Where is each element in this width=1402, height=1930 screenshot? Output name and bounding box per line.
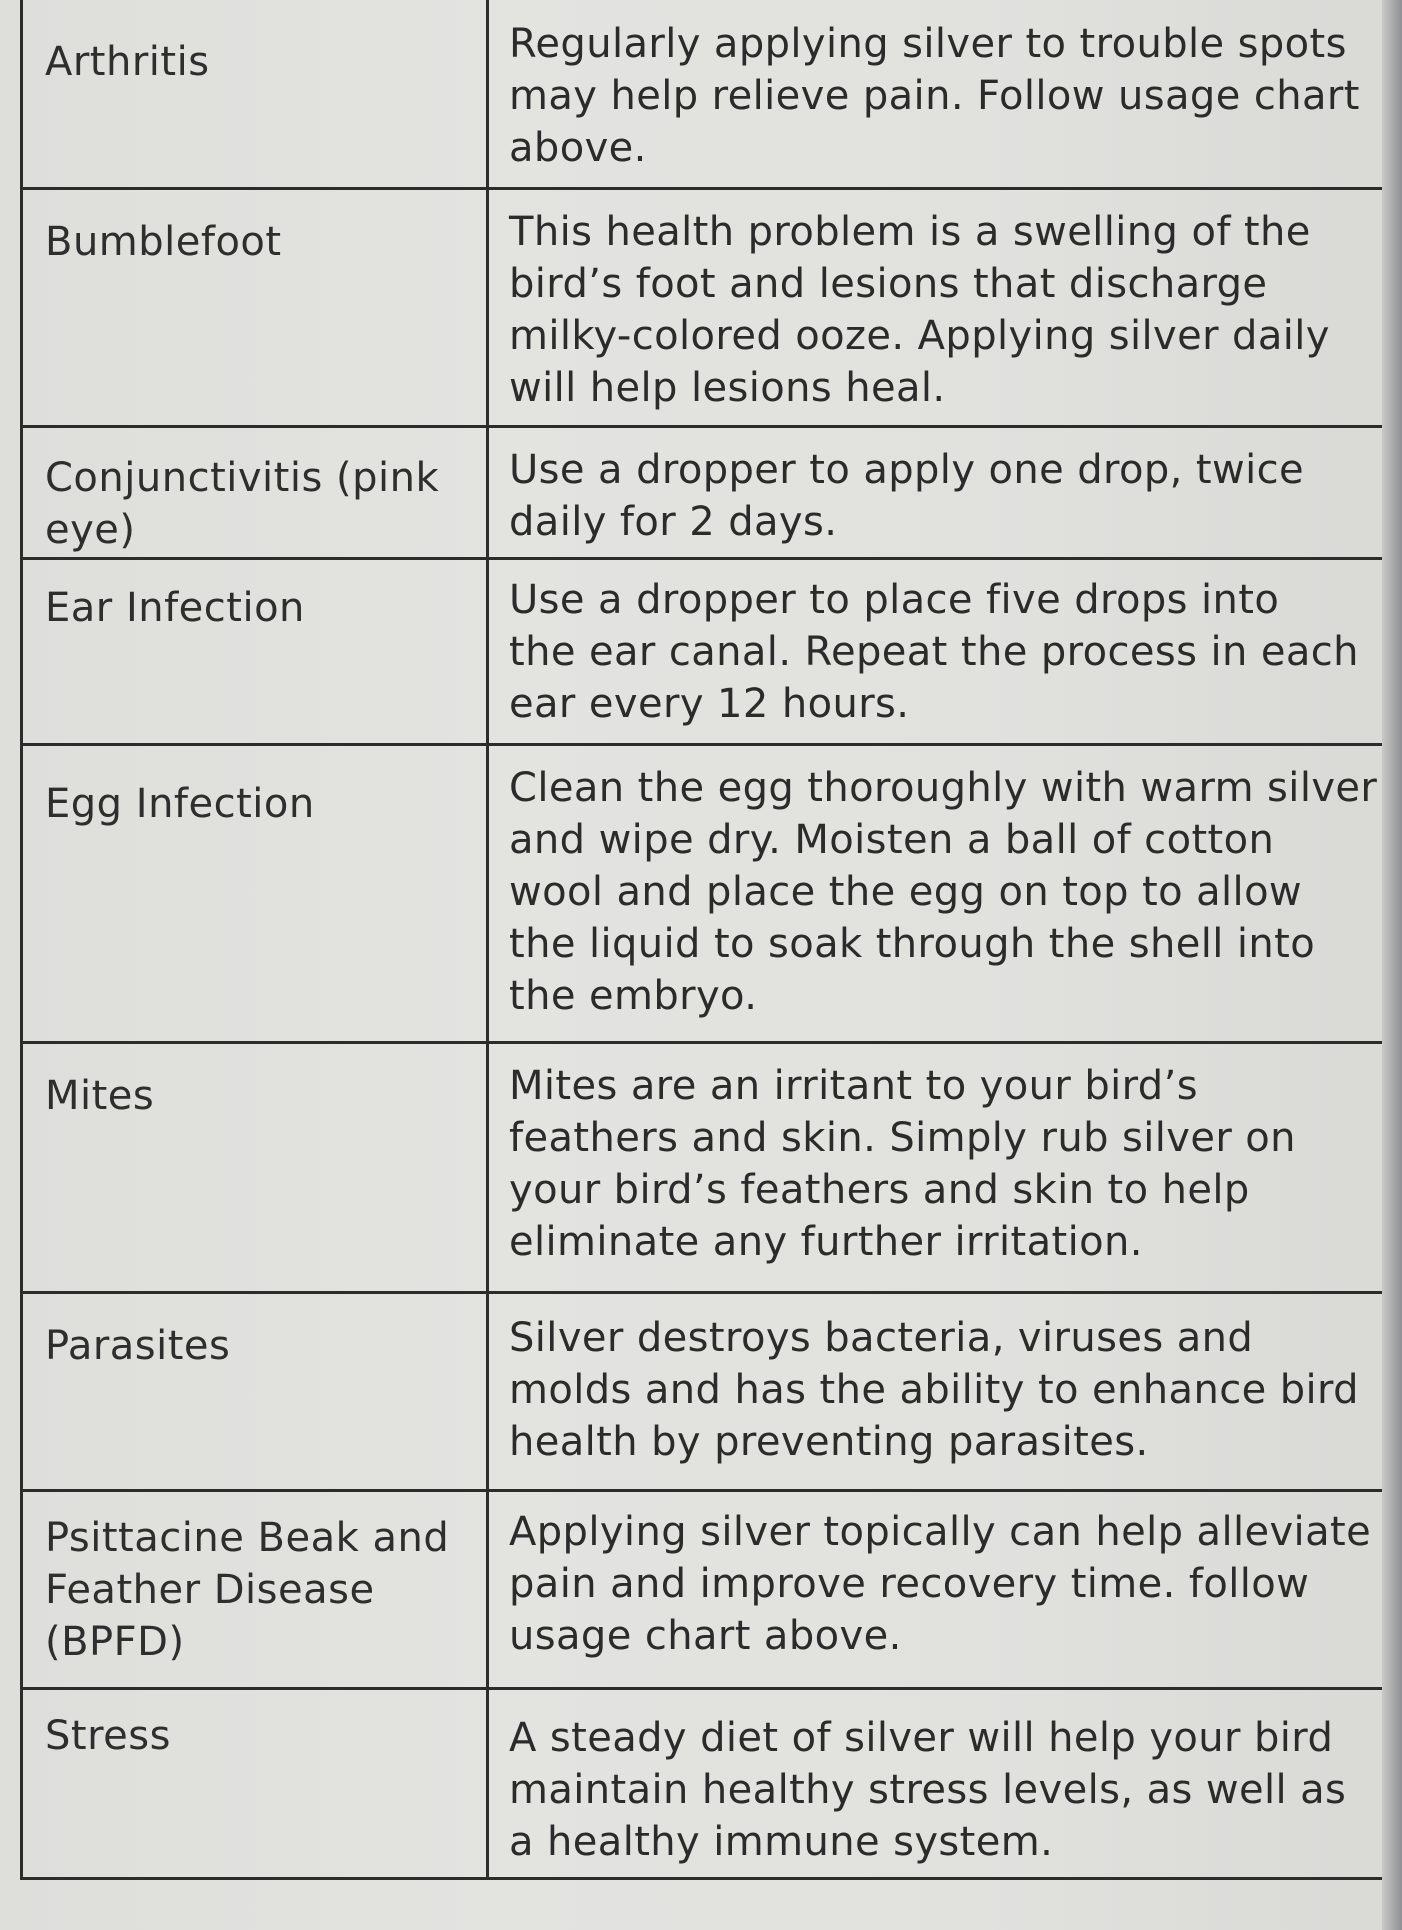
treatment-cell: Use a dropper to place five drops into the ear canal. Repeat the process in each ear every 12 hours. bbox=[509, 577, 1359, 727]
treatment-cell: Silver destroys bacteria, viruses and molds and has the ability to enhance bird health by preventing parasites. bbox=[509, 1315, 1359, 1465]
table-row-stress bbox=[23, 1690, 1402, 1880]
treatment-cell: Regularly applying silver to trouble spots may help relieve pain. Follow usage chart above. bbox=[509, 21, 1360, 171]
condition-cell: Parasites bbox=[23, 1294, 489, 1489]
treatment-cell: This health problem is a swelling of the bird’s foot and lesions that discharge milky-colored ooze. Applying silver daily will help lesions heal. bbox=[509, 209, 1330, 411]
condition-cell: Ear Infection bbox=[23, 560, 489, 743]
treatment-cell: Use a dropper to apply one drop, twice daily for 2 days. bbox=[509, 447, 1305, 545]
condition-cell: Psittacine Beak and Feather Disease (BPFD) bbox=[23, 1492, 489, 1687]
condition-cell: Arthritis bbox=[23, 0, 489, 187]
treatment-cell: Applying silver topically can help alleviate pain and improve recovery time. follow usage chart above. bbox=[509, 1509, 1372, 1659]
table-row-ear-infection bbox=[23, 560, 1402, 746]
table-row-mites bbox=[23, 1044, 1402, 1294]
table-row-parasites bbox=[23, 1294, 1402, 1492]
bird-health-table bbox=[20, 0, 1402, 1880]
table-row-bumblefoot bbox=[23, 190, 1402, 428]
condition-cell: Bumblefoot bbox=[23, 190, 489, 425]
page-edge-shadow bbox=[1382, 0, 1402, 1930]
condition-cell: Conjunctivitis (pink eye) bbox=[23, 428, 489, 557]
condition-cell: Stress bbox=[23, 1690, 489, 1877]
treatment-cell: A steady diet of silver will help your bird maintain healthy stress levels, as well as a healthy immune system. bbox=[509, 1715, 1347, 1865]
treatment-cell: Clean the egg thoroughly with warm silver and wipe dry. Moisten a ball of cotton wool and place the egg on top to allow the liquid to soak through the shell into the embryo. bbox=[509, 765, 1378, 1019]
table-row-arthritis bbox=[23, 0, 1402, 190]
condition-cell: Egg Infection bbox=[23, 746, 489, 1041]
table-row-psittacine-beak-and-feather-disease bbox=[23, 1492, 1402, 1690]
table-row-egg-infection bbox=[23, 746, 1402, 1044]
treatment-cell: Mites are an irritant to your bird’s feathers and skin. Simply rub silver on your bird’s feathers and skin to help eliminate any further irritation. bbox=[509, 1063, 1296, 1265]
table-row-conjunctivitis bbox=[23, 428, 1402, 560]
condition-cell: Mites bbox=[23, 1044, 489, 1291]
